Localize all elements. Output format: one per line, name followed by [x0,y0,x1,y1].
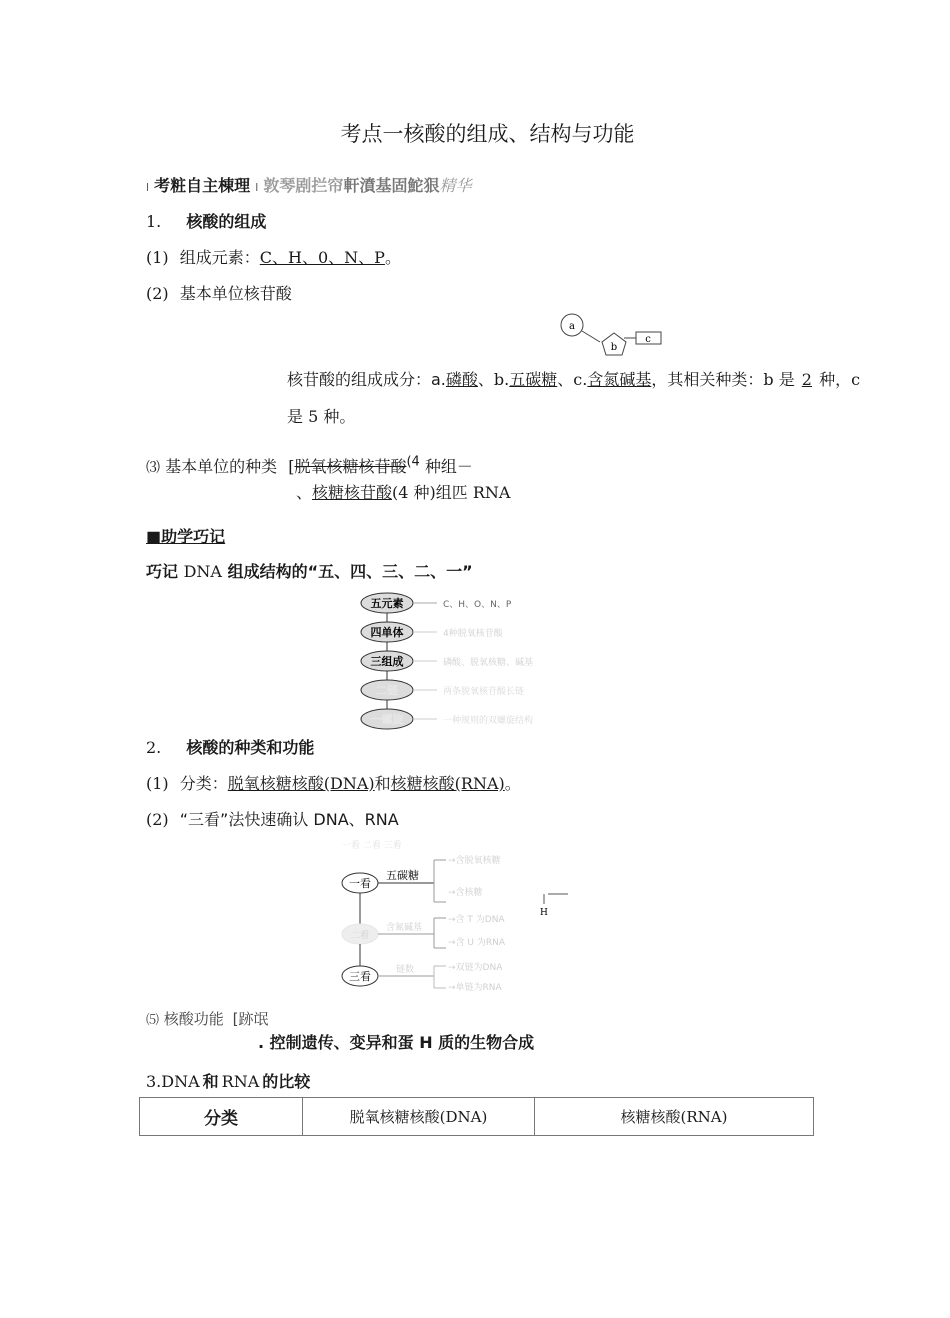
header-mid-text: 軒濆基固鮀狠 [343,176,440,195]
header-italic-text: 精华 [439,176,472,195]
table-header-row [140,1098,814,1136]
section-header [146,173,471,196]
s2-item1-num: (1) [146,774,169,793]
memo-node-3-text: 磷酸、脱氧核糖、碱基 [443,658,534,668]
memo-node-3-label: 三组成 [370,655,404,668]
memo-line-part2: 组成结构的“五、四、三、二、一” [227,562,473,581]
memo-line [146,559,473,582]
three-look-top-faint: 一看 二看 三看 [342,841,402,851]
s1-heading [146,209,266,232]
header-bar-left: l [146,181,150,194]
s3-heading [146,1069,310,1092]
memo-line-dna: DNA [183,562,222,581]
s3-heading-dna: 3.DNA [146,1072,200,1091]
memo-node-4 [361,680,524,700]
s1-item2-num: (2) [146,284,169,303]
s1-item1-end: 。 [384,248,401,267]
desc1-a: 磷酸 [445,370,478,389]
memo-node-2-text: 4种脱氧核苷酸 [443,629,503,639]
look1-h: H [540,908,548,918]
memo-node-1 [361,593,512,613]
memo-line-part1: 巧记 [146,562,179,581]
memo-node-2 [361,622,504,642]
desc1-part1: 核苷酸的组成成分：a. [287,370,446,389]
look3-criterion: 链数 [396,965,415,975]
s3-heading-rna: RNA [221,1072,260,1091]
header-label: 考粧自主棟理 [154,176,251,195]
s3-heading-and: 和 [202,1072,219,1091]
look1-result1: →含脱氧核糖 [448,856,501,866]
s2-item1-label: 分类： [179,774,228,793]
header-faint-text: 敦琴剧拦帘 [263,176,344,195]
s1-item3-tail: 种组－ [424,457,473,476]
s1-heading-text: 核酸的组成 [186,212,267,231]
diagram-label-b: b [610,342,618,353]
memo-node-5 [361,709,533,729]
s2-item3-bracket: [跡氓 [232,1010,269,1028]
memo-node-4-text: 两条脱氧核苷酸长链 [443,687,525,697]
memo-node-3 [361,651,533,671]
s2-item3b: . 控制遗传、变异和蛋 H 质的生物合成 [258,1033,535,1052]
desc1-part4: ，其相关种类：b 是 [651,370,795,389]
s1-item3b [296,480,510,503]
comparison-table [139,1097,814,1136]
s2-item1-and: 和 [374,774,391,793]
s1-item1-value: C、H、0、N、P [259,248,385,267]
s1-desc1 [287,367,860,390]
s2-item2-num: (2) [146,810,169,829]
s1-item1-label: 组成元素： [179,248,260,267]
look3-label: 三看 [349,970,371,983]
look3-result1: →双链为DNA [448,963,503,973]
s2-item2-label: “三看”法快速确认 DNA、RNA [179,810,399,829]
look2-result1: →含 T 为DNA [448,915,505,925]
s3-heading-post: 的比较 [262,1072,311,1091]
s1-item3-num: ⑶ [146,460,160,476]
memo-node-1-text: C、H、O、N、P [443,600,512,610]
memo-node-5-text: 一种规则的双螺旋结构 [443,716,534,726]
s1-item3b-tail: (4 种)组匹 RNA [392,483,511,502]
memo-node-4-label: 二链 [376,684,398,697]
s1-item3b-lead: 、 [296,483,313,502]
look2-label: 二看 [350,931,370,941]
s1-item1 [146,245,401,268]
memo-node-1-label: 五元素 [370,597,404,610]
desc1-part5: 种，c [819,370,861,389]
s1-item3-sup: (4 [406,454,420,470]
look1-label: 一看 [349,877,371,890]
memo-node-5-label: 一螺旋 [370,713,404,726]
look1-result2: →含核糖 [448,888,483,898]
memo-diagram [355,588,605,732]
s1-item2-label: 基本单位核苷酸 [179,284,292,303]
nucleotide-diagram [558,312,668,362]
three-look-diagram [338,840,618,995]
header-bar-right: l [255,181,259,194]
desc1-c: 含氮碱基 [587,370,652,389]
s2-num: 2. [146,738,162,757]
s2-item2 [146,807,399,830]
s2-item1 [146,771,521,794]
s1-item1-num: (1) [146,248,169,267]
diagram-label-c: c [645,334,651,345]
s1-item3-strike: 脱氧核糖核苷酸 [294,457,407,476]
s1-item3-bracket: [ [288,457,295,476]
desc1-num: 2 [801,370,812,389]
look2-criterion: 含氮碱基 [386,923,423,933]
s1-item3 [146,454,473,477]
desc1-part3: 、c. [557,370,588,389]
s2-heading-text: 核酸的种类和功能 [186,738,315,757]
s2-item1-dna: 脱氧核糖核酸(DNA) [227,774,375,793]
s2-heading [146,735,314,758]
diagram-label-a: a [569,321,575,332]
s2-item3 [146,1008,268,1029]
s1-item2 [146,281,292,304]
memo-heading: ■助学巧记 [146,527,226,546]
table-header-cell: 核糖核酸(RNA) [535,1098,814,1136]
desc1-b: 五碳糖 [509,370,558,389]
look1-criterion: 五碳糖 [386,869,419,882]
s2-item1-rna: 核糖核酸(RNA) [390,774,505,793]
s2-item3-label: 核酸功能 [163,1010,224,1028]
s1-item3-label: 基本单位的种类 [165,457,278,476]
desc1-part2: 、b. [477,370,510,389]
table-header-cell: 分类 [140,1098,303,1136]
memo-node-2-label: 四单体 [370,626,404,639]
s1-desc2: 是 5 种。 [287,407,356,426]
s1-num: 1. [146,212,162,231]
table-header-cell: 脱氧核糖核酸(DNA) [303,1098,535,1136]
look2-result2: →含 U 为RNA [448,938,505,948]
look3-result2: →单链为RNA [448,983,502,993]
s2-item3-num: ⑸ [146,1013,160,1028]
page-title: 考点一核酸的组成、结构与功能 [340,122,635,146]
s1-item3b-ul: 核糖核苷酸 [312,483,393,502]
s2-item1-end: 。 [504,774,521,793]
